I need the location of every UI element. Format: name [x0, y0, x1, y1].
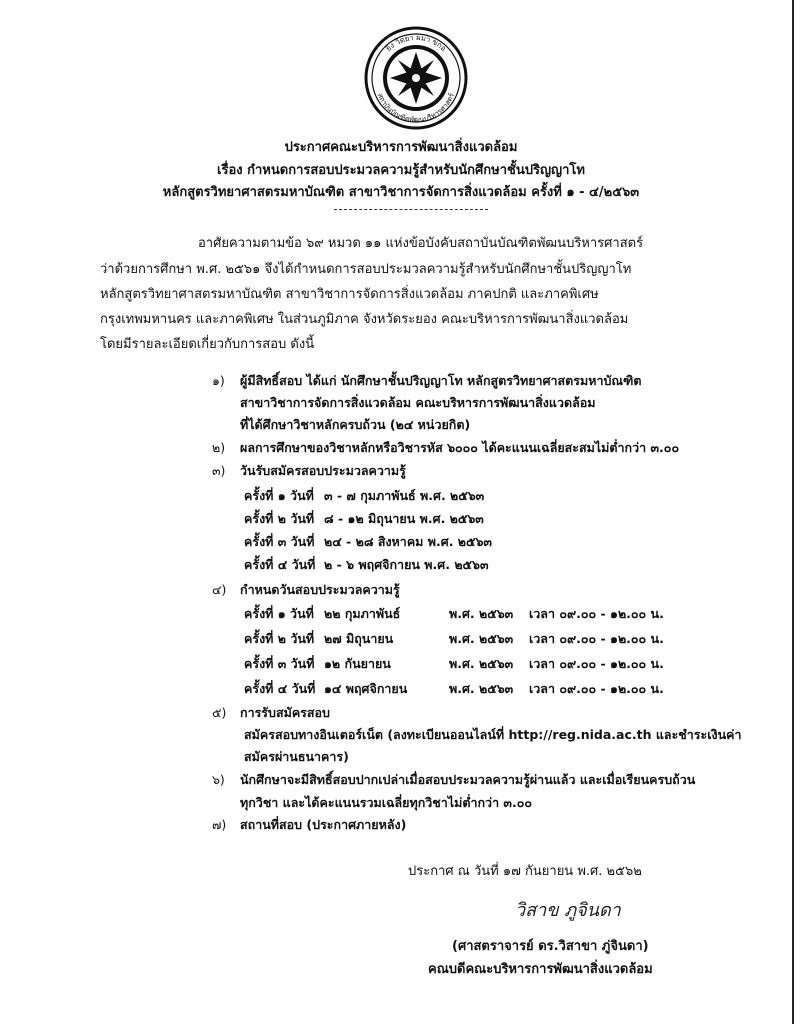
exam-year: พ.ศ. ๒๕๖๓ — [449, 681, 514, 696]
exam-time: เวลา ๐๙.๐๐ - ๑๒.๐๐ น. — [529, 681, 664, 696]
exam-row — [244, 654, 689, 674]
intro-line: โดยมีรายละเอียดเกี่ยวกับการสอบ ดังนี้ — [100, 337, 315, 352]
exam-date: ๑๔ พฤศจิกายน — [324, 681, 408, 696]
item5-title: การรับสมัครสอบ — [240, 705, 330, 720]
exam-date: ๒๗ มิถุนายน — [324, 631, 394, 646]
round-label: ครั้งที่ ๑ วันที่ — [244, 488, 314, 503]
announcement-program: หลักสูตรวิทยาศาสตรมหาบัณฑิต สาขาวิชาการจัดการสิ่งแวดล้อม ครั้งที่ ๑ - ๔/๒๕๖๓ — [162, 185, 640, 200]
item-number: ๖) — [212, 772, 225, 787]
header-divider — [334, 209, 488, 210]
item-number: ๓) — [212, 463, 226, 478]
registration-row — [244, 509, 484, 529]
registration-dates: ๘ - ๑๒ มิถุนายน พ.ศ. ๒๕๖๓ — [324, 511, 484, 526]
exam-year: พ.ศ. ๒๕๖๓ — [449, 631, 514, 646]
signature: วิสาข ภูจินดา — [515, 900, 621, 921]
exam-row — [244, 604, 689, 624]
item7-text: สถานที่สอบ (ประกาศภายหลัง) — [240, 817, 407, 832]
item6-line: นักศึกษาจะมีสิทธิ์สอบปากเปล่าเมื่อสอบประมวลความรู้ผ่านแล้ว และเมื่อเรียนครบถ้วน — [240, 772, 696, 787]
item4-title: กำหนดวันสอบประมวลความรู้ — [240, 582, 400, 597]
registration-dates: ๒ - ๖ พฤศจิกายน พ.ศ. ๒๕๖๓ — [324, 557, 489, 572]
announcement-title: ประกาศคณะบริหารการพัฒนาสิ่งแวดล้อม — [284, 140, 518, 155]
intro-line: อาศัยความตามข้อ ๖๙ หมวด ๑๑ แห่งข้อบังคับสถาบันบัณฑิตพัฒนบริหารศาสตร์ — [198, 236, 644, 251]
item-number: ๗) — [212, 817, 227, 832]
seal-top-text: ยิง วีดยา ผมา ขกอ — [383, 32, 449, 53]
university-seal-icon — [362, 24, 470, 132]
registration-row — [244, 555, 489, 575]
intro-line: หลักสูตรวิทยาศาสตรมหาบัณฑิต สาขาวิชาการจัดการสิ่งแวดล้อม ภาคปกติ และภาคพิเศษ — [100, 287, 599, 302]
item2-text: ผลการศึกษาของวิชาหลักหรือวิชารหัส ๖๐๐๐ ได้คะแนนเฉลี่ยสะสมไม่ต่ำกว่า ๓.๐๐ — [240, 440, 680, 455]
exam-time: เวลา ๐๙.๐๐ - ๑๒.๐๐ น. — [529, 631, 664, 646]
signatory-name: (ศาสตราจารย์ ดร.วิสาขา ภู่จินดา) — [452, 939, 649, 954]
registration-dates: ๒๔ - ๒๘ สิงหาคม พ.ศ. ๒๕๖๓ — [324, 534, 492, 549]
item5-line: สมัครผ่านธนาคาร) — [244, 749, 349, 764]
round-label: ครั้งที่ ๒ วันที่ — [244, 631, 315, 646]
round-label: ครั้งที่ ๔ วันที่ — [244, 557, 316, 572]
announcement-date: ประกาศ ณ วันที่ ๑๗ กันยายน พ.ศ. ๒๕๖๒ — [408, 864, 642, 879]
registration-row — [244, 532, 492, 552]
round-label: ครั้งที่ ๓ วันที่ — [244, 656, 315, 671]
registration-dates: ๓ - ๗ กุมภาพันธ์ พ.ศ. ๒๕๖๓ — [324, 488, 485, 503]
round-label: ครั้งที่ ๔ วันที่ — [244, 681, 316, 696]
item-number: ๔) — [212, 582, 227, 597]
exam-year: พ.ศ. ๒๕๖๓ — [449, 606, 514, 621]
exam-date: ๒๒ กุมภาพันธ์ — [324, 606, 401, 621]
exam-date: ๑๒ กันยายน — [324, 656, 391, 671]
round-label: ครั้งที่ ๑ วันที่ — [244, 606, 314, 621]
round-label: ครั้งที่ ๒ วันที่ — [244, 511, 315, 526]
item-number: ๒) — [212, 440, 226, 455]
intro-line: ว่าด้วยการศึกษา พ.ศ. ๒๕๖๑ จึงได้กำหนดการสอบประมวลความรู้สำหรับนักศึกษาชั้นปริญญาโท — [100, 262, 632, 277]
item6-line: ทุกวิชา และได้คะแนนรวมเฉลี่ยทุกวิชาไม่ต่ำกว่า ๓.๐๐ — [240, 795, 532, 810]
exam-time: เวลา ๐๙.๐๐ - ๑๒.๐๐ น. — [529, 656, 664, 671]
registration-row — [244, 486, 484, 506]
item1-line: สาขาวิชาการจัดการสิ่งแวดล้อม คณะบริหารการพัฒนาสิ่งแวดล้อม — [240, 395, 596, 410]
round-label: ครั้งที่ ๓ วันที่ — [244, 534, 315, 549]
item-number: ๕) — [212, 705, 227, 720]
exam-time: เวลา ๐๙.๐๐ - ๑๒.๐๐ น. — [529, 606, 664, 621]
item-number: ๑) — [212, 373, 225, 388]
item1-line: ผู้มีสิทธิ์สอบ ได้แก่ นักศึกษาชั้นปริญญาโท หลักสูตรวิทยาศาสตรมหาบัณฑิต — [240, 373, 642, 388]
exam-year: พ.ศ. ๒๕๖๓ — [449, 656, 514, 671]
item5-line: สมัครสอบทางอินเตอร์เน็ต (ลงทะเบียนออนไลน์ที่ http://reg.nida.ac.th และชำระเงินค่า — [244, 727, 742, 742]
signatory-title: คณบดีคณะบริหารการพัฒนาสิ่งแวดล้อม — [428, 962, 653, 977]
exam-row — [244, 679, 689, 699]
announcement-subject: เรื่อง กำหนดการสอบประมวลความรู้สำหรับนักศึกษาชั้นปริญญาโท — [217, 163, 585, 178]
item3-title: วันรับสมัครสอบประมวลความรู้ — [240, 463, 406, 478]
exam-row — [244, 629, 689, 649]
item1-line: ที่ได้ศึกษาวิชาหลักครบถ้วน (๒๔ หน่วยกิต) — [240, 417, 471, 432]
seal-bottom-text: สถาบันบัณฑิตพัฒนบริหารศาสตร์ — [376, 92, 456, 125]
intro-line: กรุงเทพมหานคร และภาคพิเศษ ในส่วนภูมิภาค จังหวัดระยอง คณะบริหารการพัฒนาสิ่งแวดล้อม — [100, 312, 629, 327]
